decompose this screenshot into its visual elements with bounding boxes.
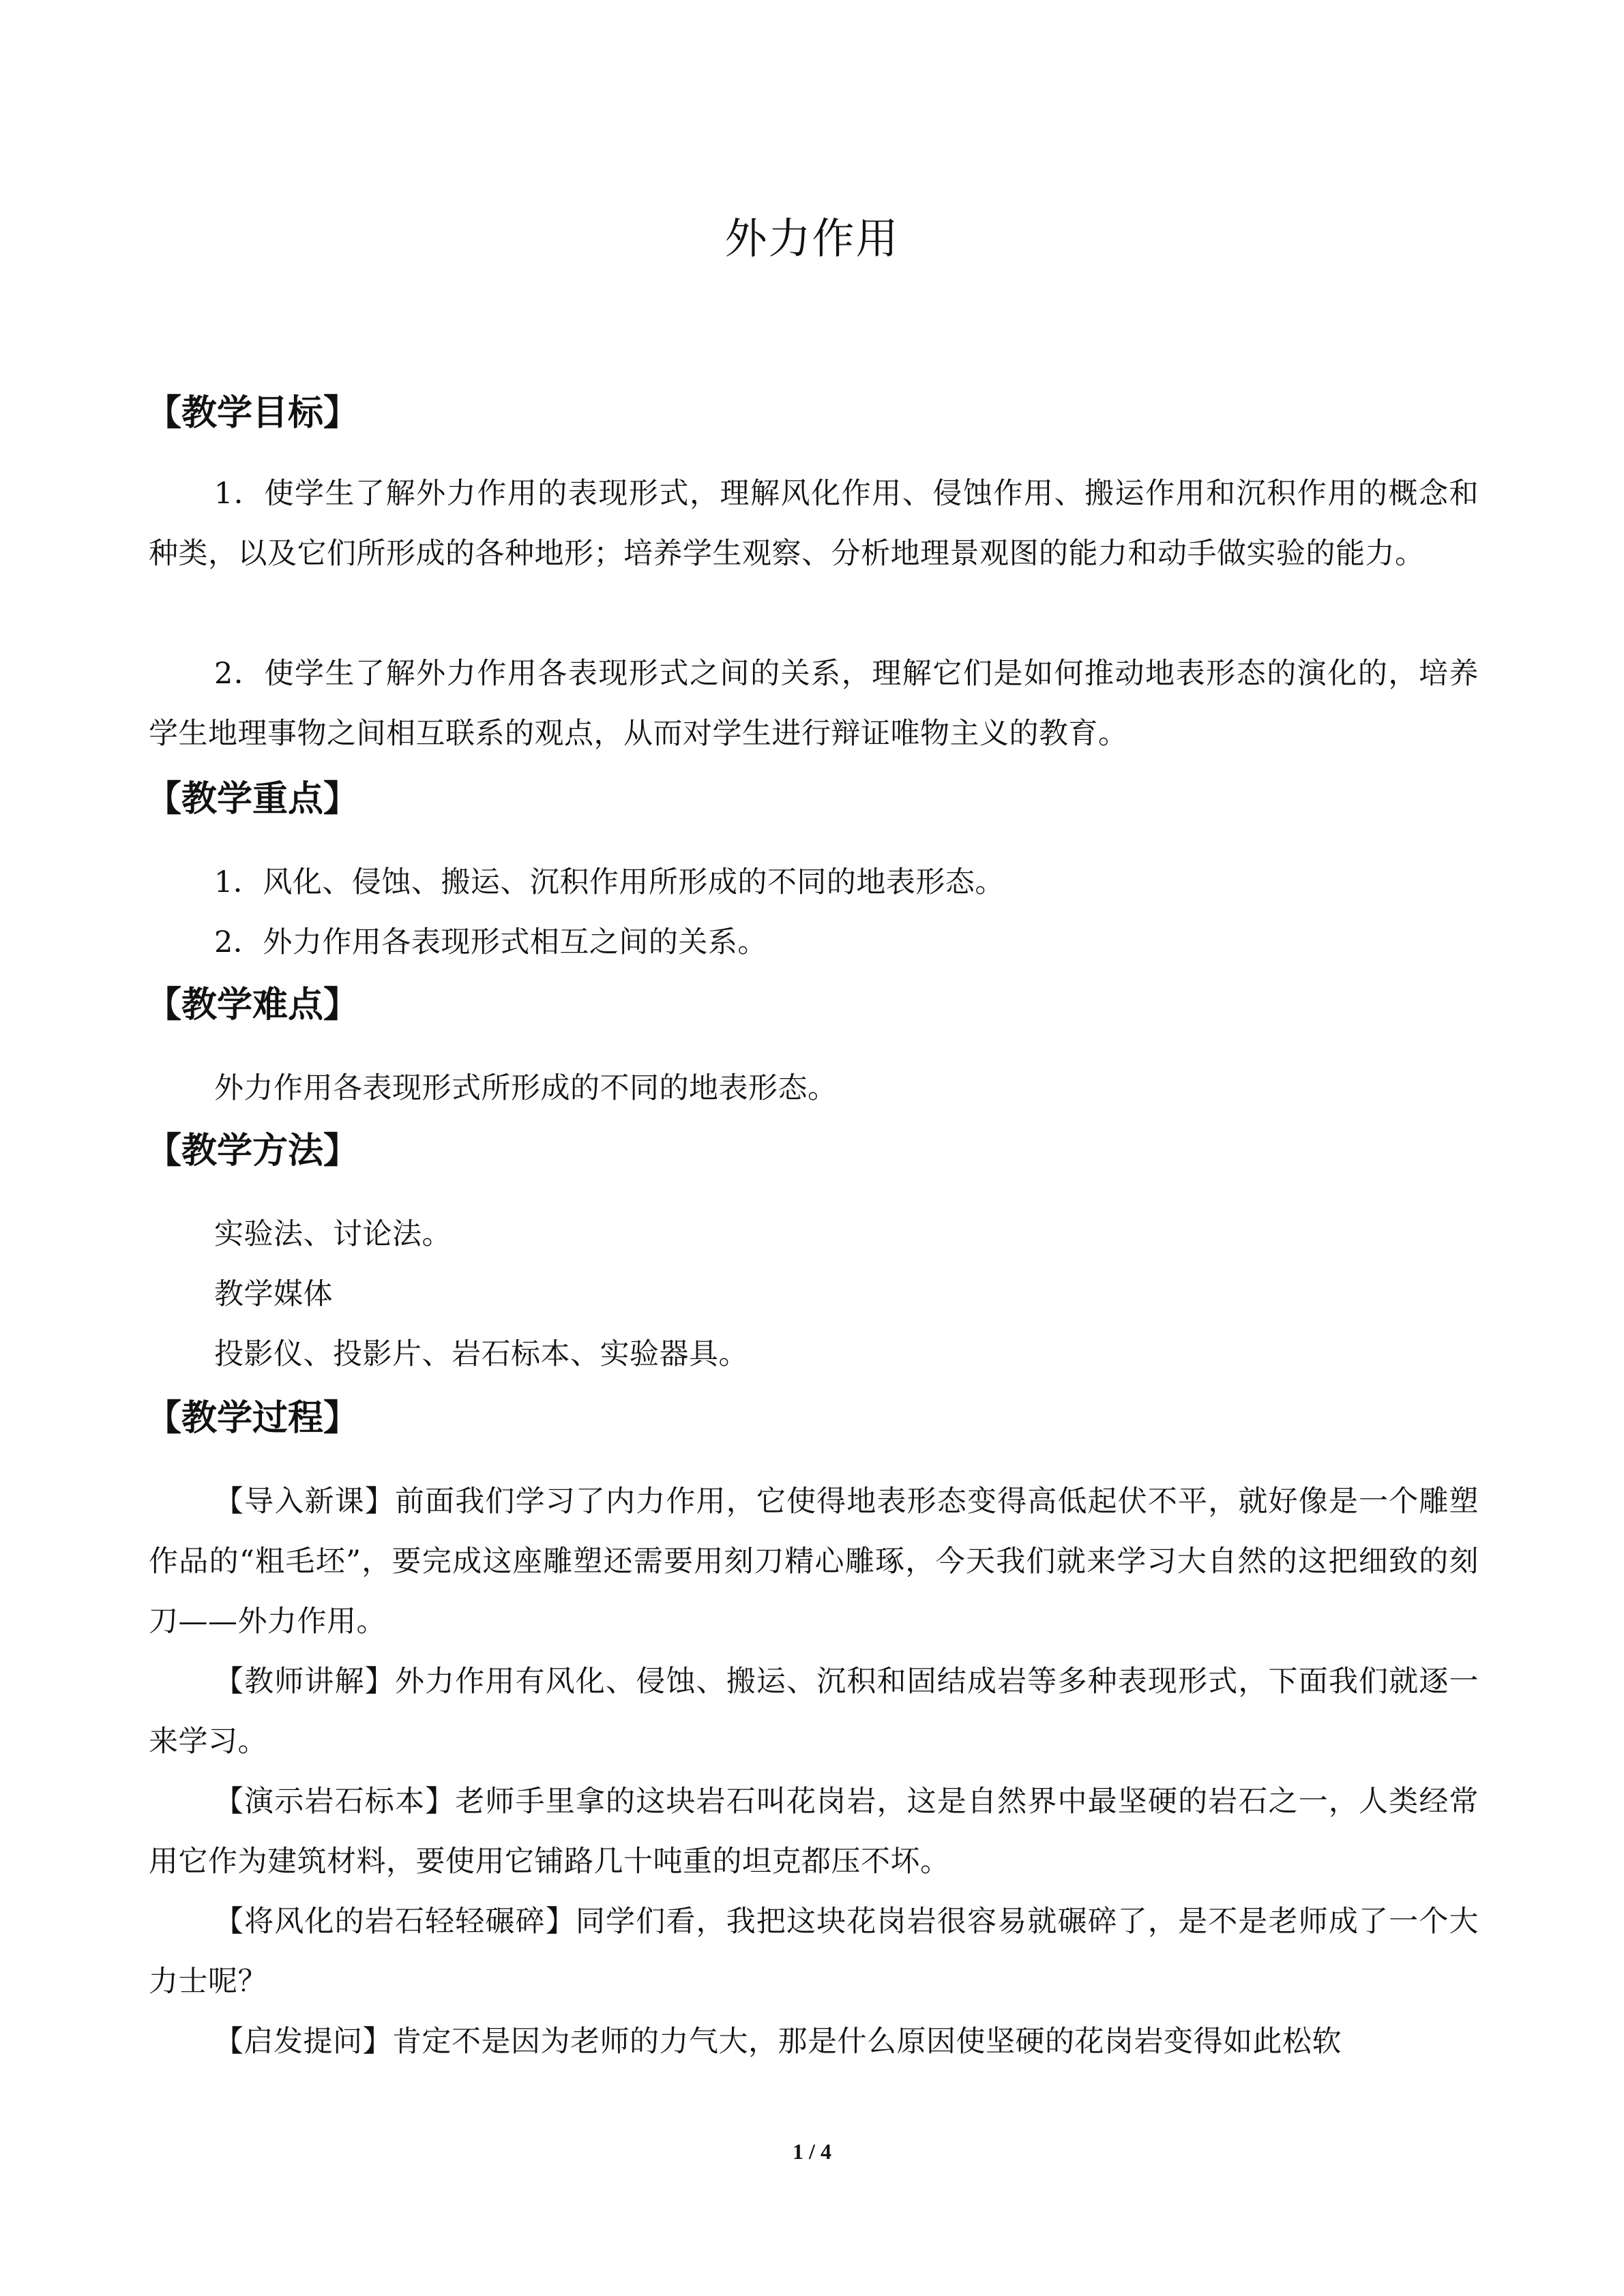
section-heading-process: 【教学过程】 [146,1398,359,1439]
section-heading-methods: 【教学方法】 [146,1131,359,1172]
process-paragraph: 【将风化的岩石轻轻碾碎】同学们看，我把这块花岗岩很容易就碾碎了，是不是老师成了一个大力士呢？ [149,1905,1479,1999]
section-heading-objectives: 【教学目标】 [146,393,359,434]
process-paragraph: 【演示岩石标本】老师手里拿的这块岩石叫花岗岩，这是自然界中最坚硬的岩石之一，人类经常用它作为建筑材料，要使用它铺路几十吨重的坦克都压不坏。 [149,1785,1479,1879]
section-heading-difficulties: 【教学难点】 [146,985,359,1026]
process-paragraph: 【启发提问】肯定不是因为老师的力气大，那是什么原因使坚硬的花岗岩变得如此松软 [214,2025,1342,2059]
process-paragraph: 【教师讲解】外力作用有风化、侵蚀、搬运、沉积和固结成岩等多种表现形式，下面我们就逐一来学习。 [149,1665,1479,1759]
method-item: 实验法、讨论法。 [214,1217,452,1251]
method-item: 投影仪、投影片、岩石标本、实验器具。 [214,1337,748,1371]
document-title: 外力作用 [724,213,900,263]
objective-paragraph: 1．使学生了解外力作用的表现形式，理解风化作用、侵蚀作用、搬运作用和沉积作用的概念和种类，以及它们所形成的各种地形；培养学生观察、分析地理景观图的能力和动手做实验的能力。 [149,477,1479,571]
page-number: 1 / 4 [793,2139,831,2164]
objective-paragraph: 2．使学生了解外力作用各表现形式之间的关系，理解它们是如何推动地表形态的演化的，培养学生地理事物之间相互联系的观点，从而对学生进行辩证唯物主义的教育。 [149,657,1479,751]
method-item: 教学媒体 [214,1277,333,1311]
difficulty-item: 外力作用各表现形式所形成的不同的地表形态。 [214,1071,838,1105]
process-paragraph: 【导入新课】前面我们学习了内力作用，它使得地表形态变得高低起伏不平，就好像是一个雕塑作品的“粗毛坯”，要完成这座雕塑还需要用刻刀精心雕琢，今天我们就来学习大自然的这把细致的刻刀——外力作用。 [149,1485,1479,1639]
section-heading-key-points: 【教学重点】 [146,779,359,820]
key-point-item: 2．外力作用各表现形式相互之间的关系。 [214,925,767,959]
key-point-item: 1．风化、侵蚀、搬运、沉积作用所形成的不同的地表形态。 [214,865,1005,899]
